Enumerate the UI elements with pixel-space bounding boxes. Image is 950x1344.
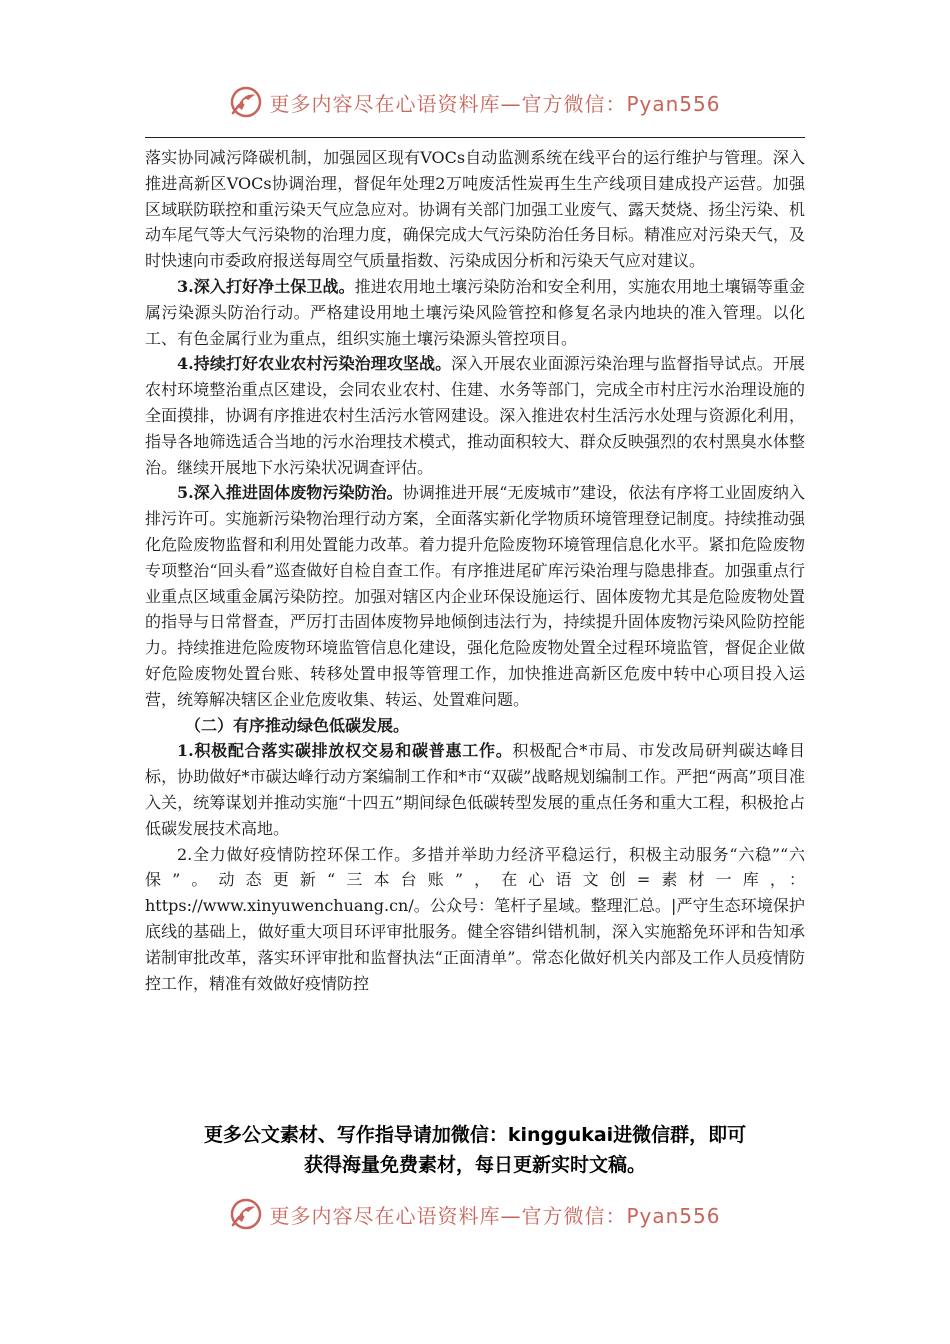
- header-brand-text: 更多内容尽在心语资料库—官方微信：Pyan556: [269, 91, 721, 116]
- section-2-heading: （二）有序推动绿色低碳发展。: [185, 715, 410, 735]
- paragraph-item-5: [145, 480, 805, 712]
- s2-item-1-body: 积极配合*市局、市发改局研判碳达峰目标，协助做好*市碳达峰行动方案编制工作和*市“双碳”战略规划编制工作。严把“两高”项目准入关，统筹谋划并推动实施“十四五”期间绿色低碳转型发展的重点任务和重大工程，积极抢占低碳发展技术高地。: [145, 741, 805, 838]
- promo-line-2: 获得海量免费素材，每日更新实时文稿。: [303, 1154, 646, 1176]
- s2-item-1-title: 1.积极配合落实碳排放权交易和碳普惠工作。: [177, 741, 513, 761]
- promo-banner: [120, 1120, 830, 1180]
- paragraph-item-4: [145, 351, 805, 480]
- paragraph-continued: 落实协同减污降碳机制，加强园区现有VOCs自动监测系统在线平台的运行维护与管理。深入推进高新区VOCs协调治理，督促年处理2万吨废活性炭再生生产线项目建成投产运营。加强区域联防联控和重污染天气应急应对。协调有关部门加强工业废气、露天焚烧、扬尘污染、机动车尾气等大气污染物的治理力度，确保完成大气污染防治任务目标。精准应对污染天气，及时快速向市委政府报送每周空气质量指数、污染成因分析和污染天气应对建议。: [145, 148, 805, 271]
- item-4-title: 4.持续打好农业农村污染治理攻坚战。: [177, 354, 452, 374]
- item-5-body: 协调推进开展“无废城市”建设，依法有序将工业固废纳入排污许可。实施新污染物治理行动方案，全面落实新化学物质环境管理登记制度。持续推动强化危险废物监督和利用处置能力改革。着力提升危险废物环境管理信息化水平。紧扣危险废物专项整治“回头看”巡查做好自检自查工作。有序推进尾矿库污染治理与隐患排查。加强重点行业重点区域重金属污染防控。加强对辖区内企业环保设施运行、固体废物尤其是危险废物处置的指导与日常督查，严厉打击固体废物异地倾倒违法行为，持续提升固体废物污染风险防控能力。持续推进危险废物环境监管信息化建设，强化危险废物处置全过程环境监管，督促企业做好危险废物处置台账、转移处置申报等管理工作，加快推进高新区危废中转中心项目投入运营，统筹解决辖区企业危废收集、转运、处置难问题。: [145, 483, 805, 709]
- header-watermark: [0, 82, 950, 122]
- paragraph-s2-item-1: [145, 738, 805, 841]
- footer-brand-text: 更多内容尽在心语资料库—官方微信：Pyan556: [269, 1203, 721, 1228]
- document-body: [145, 145, 805, 996]
- item-5-title: 5.深入推进固体废物污染防治。: [177, 483, 403, 503]
- header-divider: [145, 137, 805, 138]
- brand-logo-icon: [229, 1197, 263, 1231]
- item-4-body: 深入开展农业面源污染治理与监督指导试点。开展农村环境整治重点区建设，会同农业农村、住建、水务等部门，完成全市村庄污水治理设施的全面摸排，协调有序推进农村生活污水管网建设。深入推进农村生活污水处理与资源化利用，指导各地筛选适合当地的污水治理技术模式，推动面积较大、群众反映强烈的农村黑臭水体整治。继续开展地下水污染状况调查评估。: [145, 354, 805, 477]
- promo-line-1: 更多公文素材、写作指导请加微信：kinggukai进微信群，即可: [203, 1124, 747, 1146]
- brand-logo-icon: [229, 85, 263, 119]
- paragraph-s2-item-2: 2.全力做好疫情防控环保工作。多措并举助力经济平稳运行，积极主动服务“六稳”“六保”。动态更新“三本台账”，在心语文创=素材一库，：https://www.xinyuwenchuang.cn/。公众号：笔杆子星域。整理汇总。|严守生态环境保护底线的基础上，做好重大项目环评审批服务。健全容错纠错机制，深入实施豁免环评和告知承诺制审批改革，落实环评审批和监督执法“正面清单”。常态化做好机关内部及工作人员疫情防控工作，精准有效做好疫情防控: [145, 844, 805, 993]
- item-3-body: 推进农用地土壤污染防治和安全利用，实施农用地土壤镉等重金属污染源头防治行动。严格建设用地土壤污染风险管控和修复名录内地块的准入管理。以化工、有色金属行业为重点，组织实施土壤污染源头管控项目。: [145, 276, 805, 348]
- footer-watermark: [0, 1194, 950, 1234]
- item-3-title: 3.深入打好净土保卫战。: [177, 276, 355, 296]
- paragraph-item-3: [145, 274, 805, 351]
